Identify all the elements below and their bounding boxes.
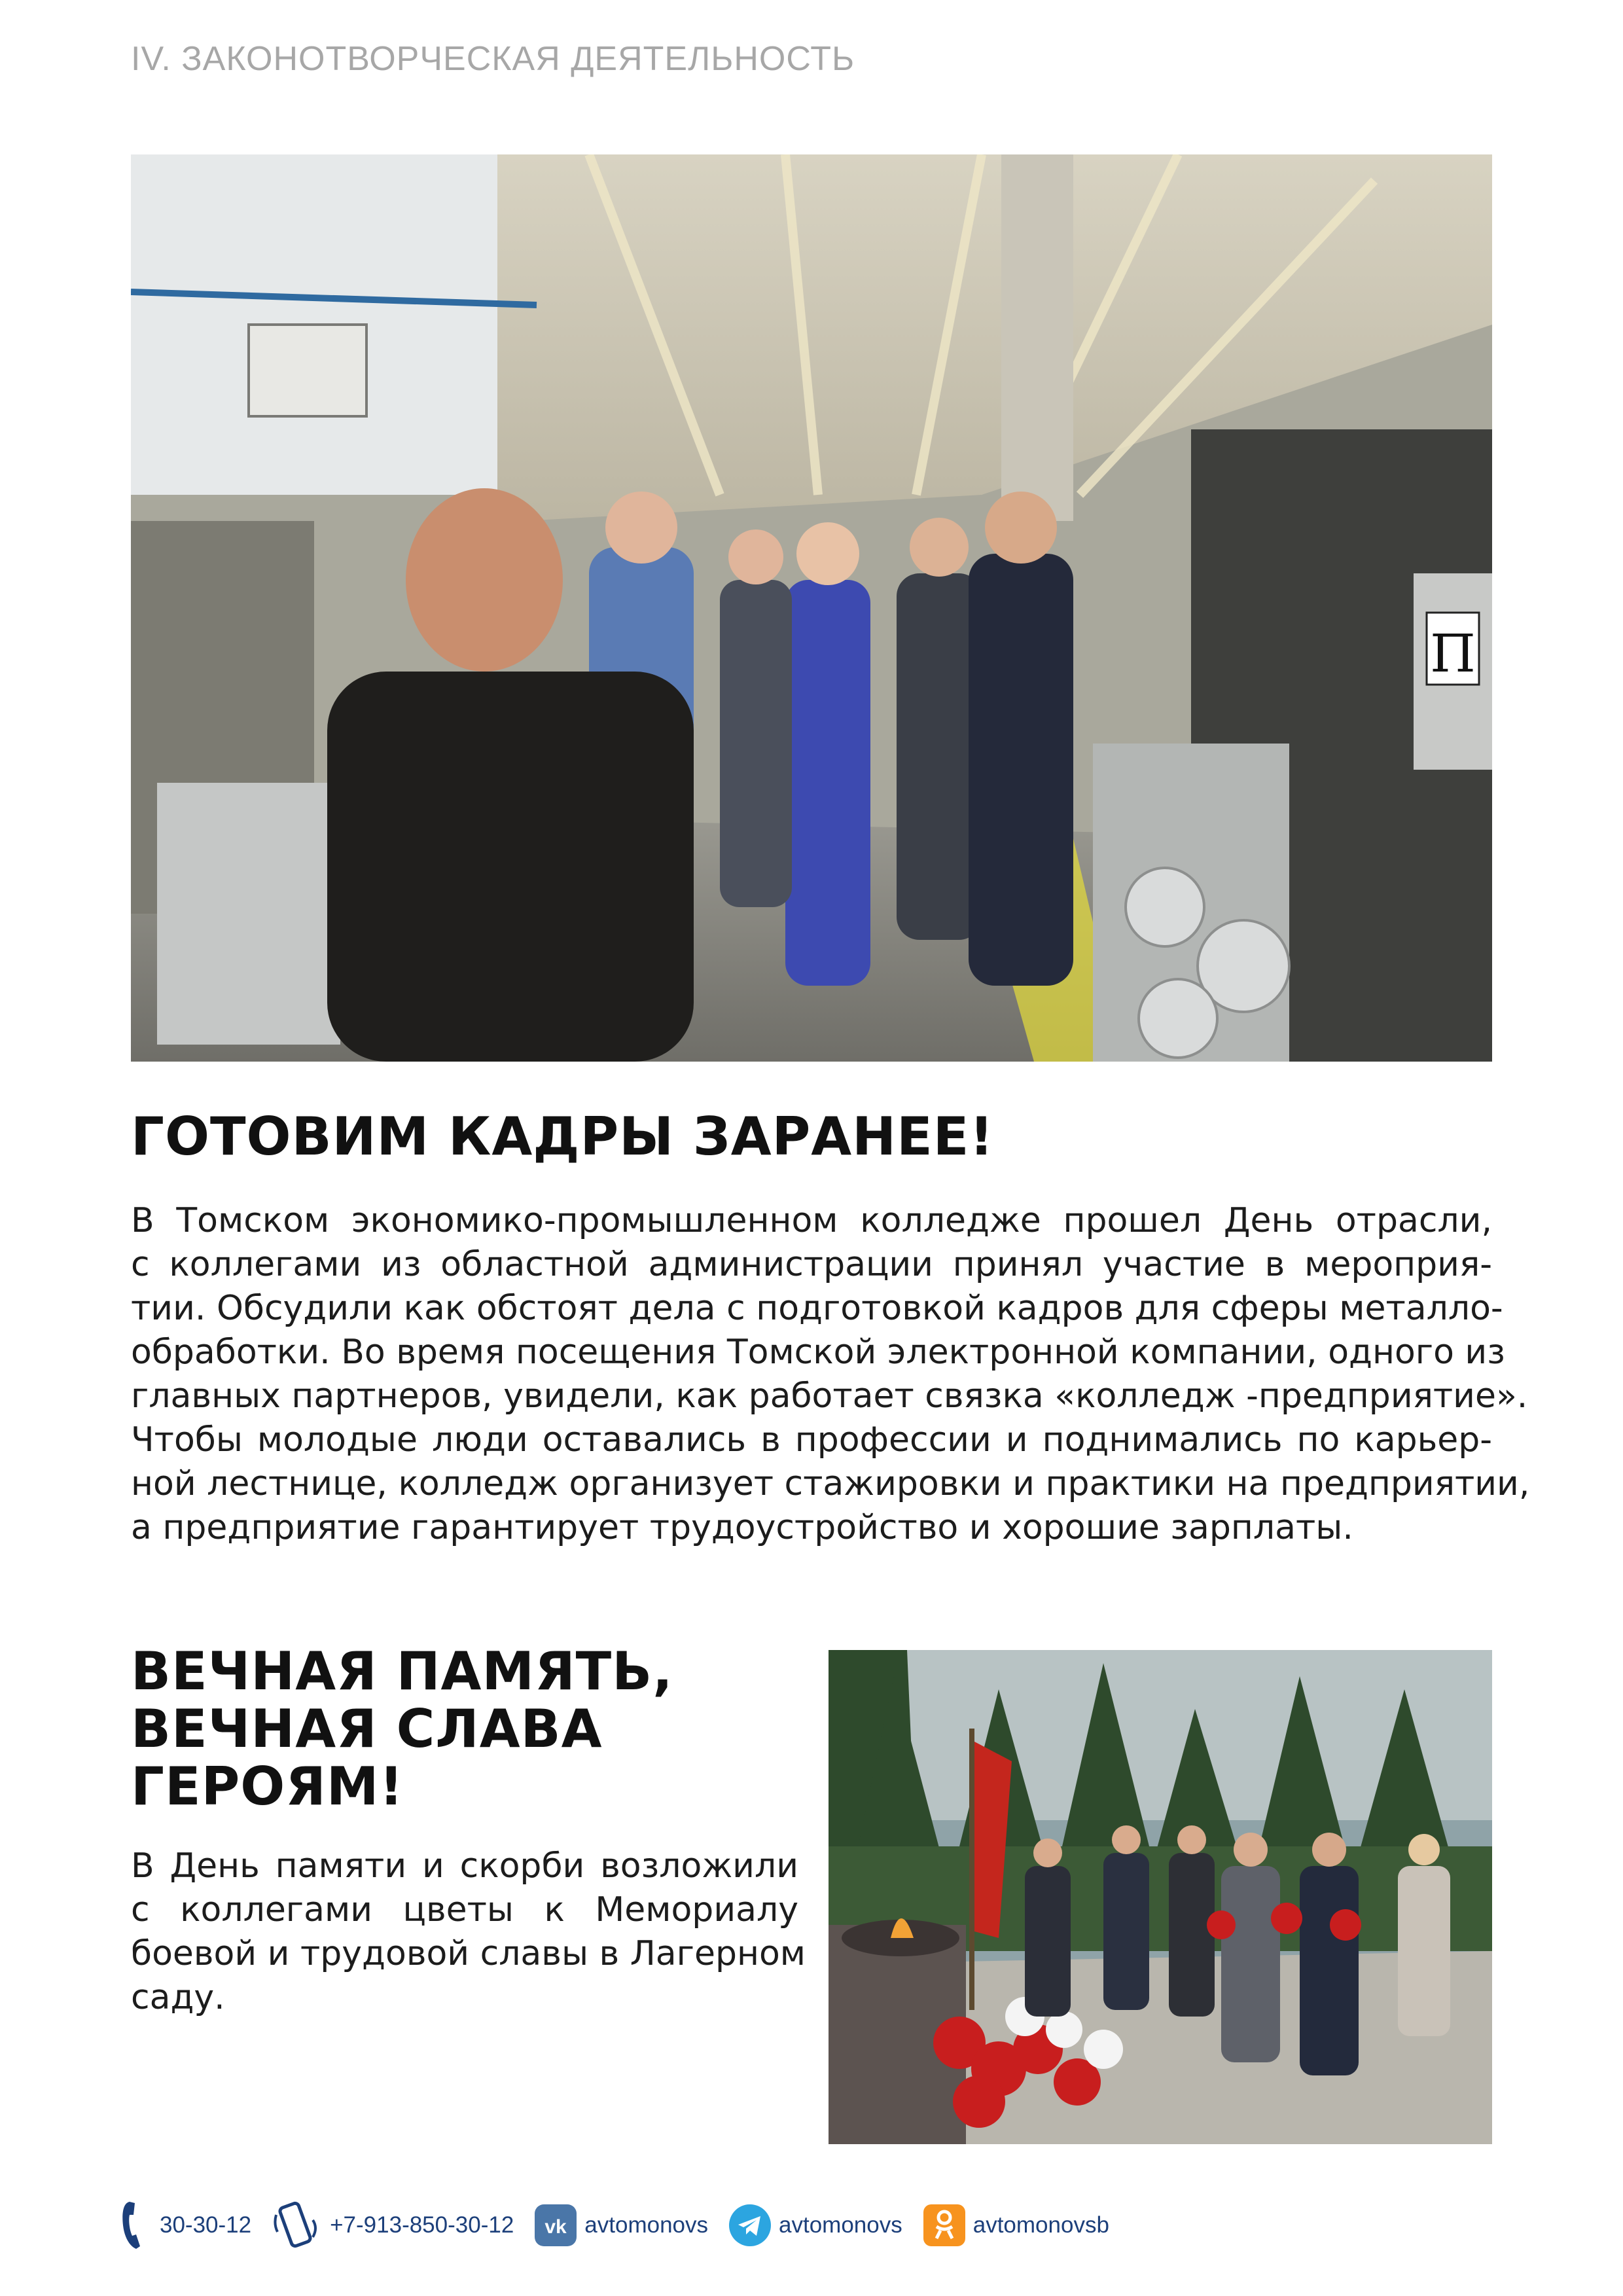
mobile-phone-icon: [271, 2199, 323, 2251]
contact-vk-text: avtomonovs: [584, 2212, 709, 2238]
article-2-line: саду.: [131, 1978, 225, 2017]
article-1-headline: ГОТОВИМ КАДРЫ ЗАРАНЕЕ!: [131, 1106, 994, 1167]
article-1-line: Чтобы молодые люди оставались в профессии и поднимались по карьер-: [131, 1420, 1492, 1460]
article-1-line: главных партнеров, увидели, как работает связка «колледж -предприятие».: [131, 1376, 1528, 1416]
article-2-headline-line: ГЕРОЯМ!: [131, 1756, 404, 1817]
contact-telegram-text: avtomonovs: [779, 2212, 902, 2238]
article-2-headline-line: ВЕЧНАЯ ПАМЯТЬ,: [131, 1641, 673, 1702]
footer-contacts: [116, 2193, 1504, 2258]
phone-icon: [116, 2199, 153, 2251]
factory-visit-photo: [131, 154, 1492, 1062]
odnoklassniki-icon: [922, 2199, 967, 2251]
article-2-line: В День памяти и скорби возложили: [131, 1846, 798, 1886]
memorial-ceremony-photo: [829, 1650, 1492, 2144]
vk-icon: [533, 2199, 578, 2251]
article-1-line: а предприятие гарантирует трудоустройство и хорошие зарплаты.: [131, 1508, 1353, 1547]
contact-mobile-text: +7-913-850-30-12: [330, 2212, 514, 2238]
article-1-line: ной лестнице, колледж организует стажировки и практики на предприятии,: [131, 1464, 1530, 1503]
section-title: IV. ЗАКОНОТВОРЧЕСКАЯ ДЕЯТЕЛЬНОСТЬ: [131, 40, 855, 78]
svg-text:vk: vk: [544, 2216, 567, 2238]
article-1-line: с коллегами из областной администрации принял участие в мероприя-: [131, 1245, 1492, 1284]
article-1-line: обработки. Во время посещения Томской электронной компании, одного из: [131, 1333, 1505, 1372]
contact-phone-text: 30-30-12: [160, 2212, 252, 2238]
telegram-icon: [728, 2199, 772, 2251]
article-2-headline: [131, 1643, 785, 1816]
contact-telegram[interactable]: [728, 2199, 902, 2251]
machine-sign-label: П: [1430, 623, 1476, 684]
contact-ok-text: avtomonovsb: [972, 2212, 1109, 2238]
article-2-headline-line: ВЕЧНАЯ СЛАВА: [131, 1698, 603, 1759]
article-2-line: боевой и трудовой славы в Лагерном: [131, 1934, 806, 1973]
article-1-body: [131, 1199, 1530, 1550]
contact-vk[interactable]: [533, 2199, 708, 2251]
article-2-body: [131, 1844, 806, 2020]
contact-ok[interactable]: [922, 2199, 1109, 2251]
contact-phone[interactable]: [116, 2199, 251, 2251]
article-1-line: тии. Обсудили как обстоят дела с подготовкой кадров для сферы металло-: [131, 1289, 1503, 1328]
contact-mobile[interactable]: [271, 2199, 514, 2251]
article-1-line: В Томском экономико-промышленном колледже прошел День отрасли,: [131, 1201, 1492, 1240]
article-2-line: с коллегами цветы к Мемориалу: [131, 1890, 798, 1929]
